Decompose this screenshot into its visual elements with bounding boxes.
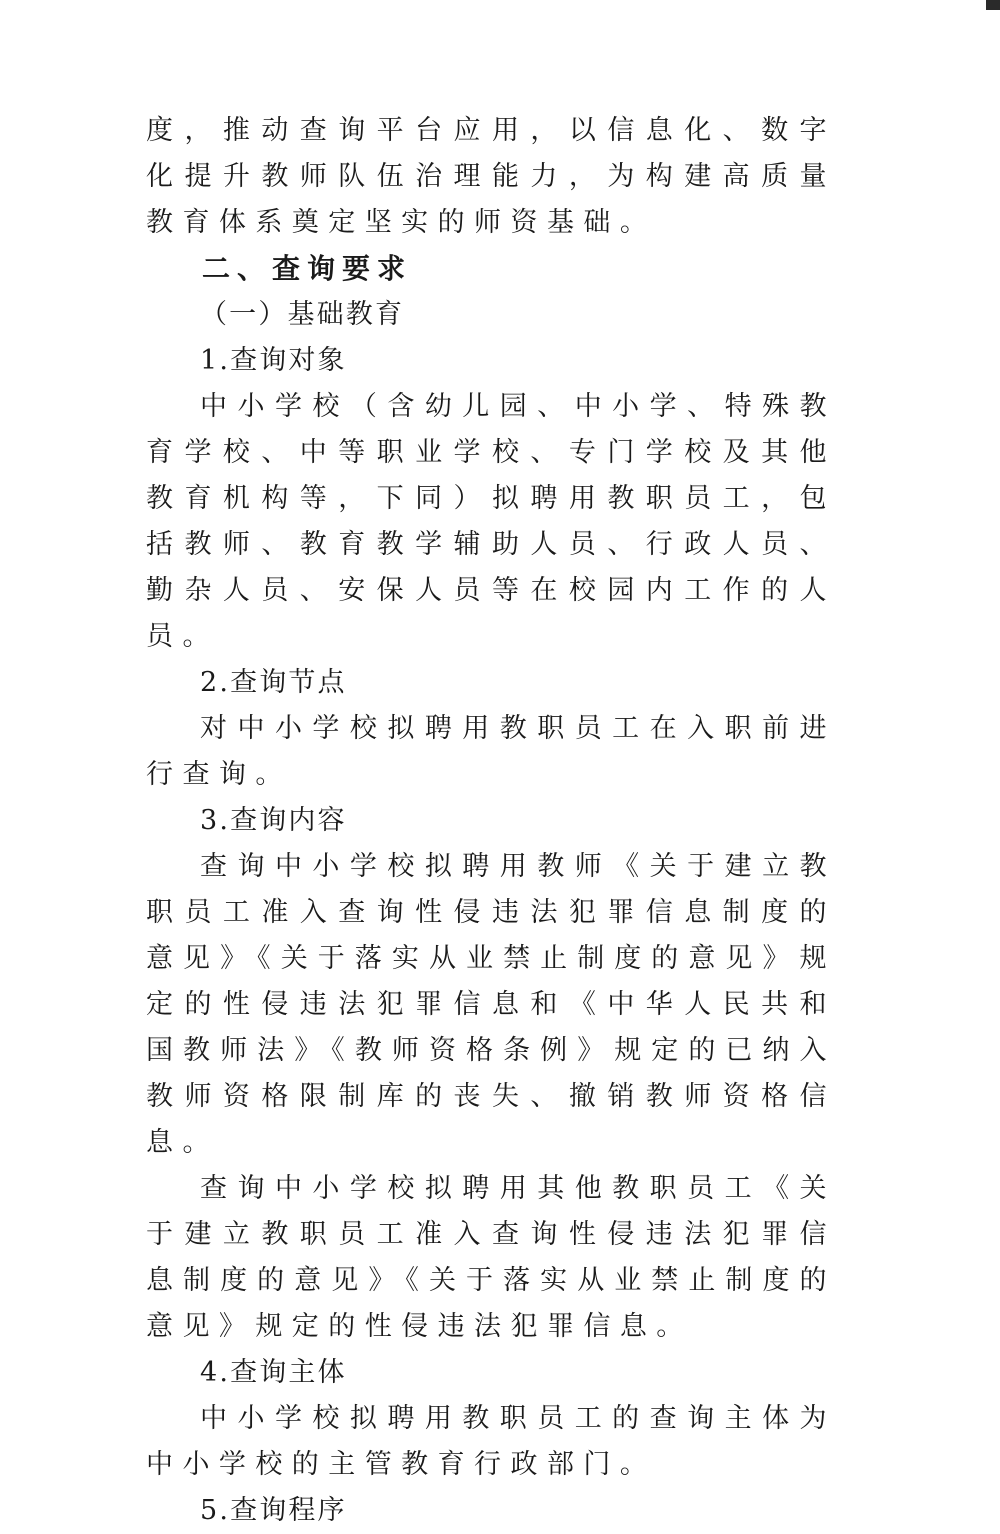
- paragraph-query-subject: 中小学校拟聘用教职员工的查询主体为中小学校的主管教育行政部门。: [146, 1403, 836, 1480]
- paragraph-query-node: 对中小学校拟聘用教职员工在入职前进行查询。: [146, 713, 836, 790]
- subsection-heading-basic-education: （一）基础教育: [200, 299, 405, 330]
- paragraph-query-content-staff: 查询中小学校拟聘用其他教职员工《关于建立教职员工准入查询性侵违法犯罪信息制度的意见》《关于落实从业禁止制度的意见》规定的性侵违法犯罪信息。: [146, 1173, 836, 1342]
- paragraph-query-content-teachers: 查询中小学校拟聘用教师《关于建立教职员工准入查询性侵违法犯罪信息制度的意见》《关于落实从业禁止制度的意见》规定的性侵违法犯罪信息和《中华人民共和国教师法》《教师资格条例》规定的已纳入教师资格限制库的丧失、撤销教师资格信息。: [146, 851, 836, 1158]
- document-body: [146, 108, 836, 1534]
- section-heading-2: 二、查询要求: [202, 252, 413, 285]
- scan-corner-mark: [986, 0, 1000, 10]
- item-heading-query-subject: 4.查询主体: [200, 1357, 347, 1388]
- paragraph-query-target: 中小学校（含幼儿园、中小学、特殊教育学校、中等职业学校、专门学校及其他教育机构等，下同）拟聘用教职员工，包括教师、教育教学辅助人员、行政人员、勤杂人员、安保人员等在校园内工作的人员。: [146, 391, 836, 652]
- item-heading-query-node: 2.查询节点: [200, 667, 347, 698]
- paragraph-continuation: 度，推动查询平台应用，以信息化、数字化提升教师队伍治理能力，为构建高质量教育体系奠定坚实的师资基础。: [146, 115, 836, 238]
- item-heading-query-content: 3.查询内容: [200, 805, 347, 836]
- item-heading-query-target: 1.查询对象: [200, 345, 347, 376]
- item-heading-query-procedure: 5.查询程序: [200, 1495, 347, 1526]
